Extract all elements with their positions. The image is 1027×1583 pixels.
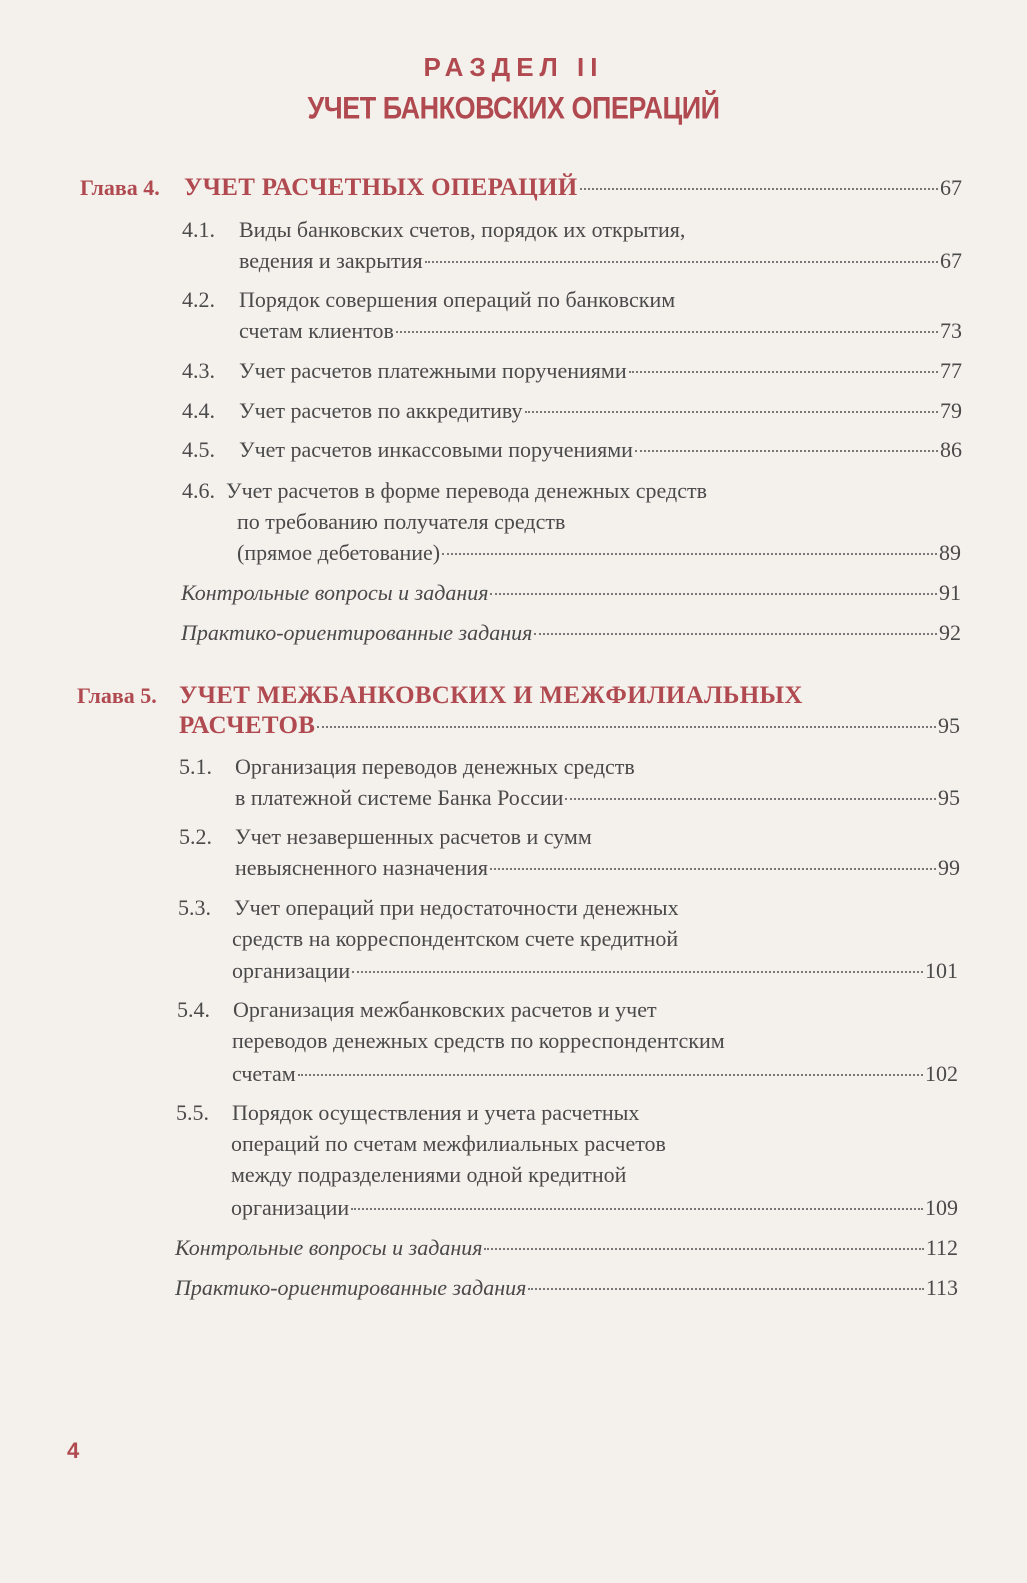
entry-number: 4.2.	[182, 287, 215, 312]
dot-leader	[352, 971, 923, 973]
entry-title-last: (прямое дебетование)	[237, 540, 441, 565]
entry-page: 89	[939, 540, 961, 565]
toc-entry-5-4[interactable]	[232, 1059, 958, 1089]
dot-leader	[534, 633, 937, 635]
entry-title-last: Контрольные вопросы и задания	[175, 1235, 483, 1260]
entry-title-line: средств на корреспондентском счете кредитной	[232, 926, 679, 951]
entry-page: 86	[940, 437, 962, 462]
entry-number: 5.4.	[177, 997, 210, 1022]
entry-title-last: Практико-ориентированные задания	[175, 1275, 527, 1300]
entry-title-last: организации	[231, 1195, 350, 1220]
entry-title-line: Учет незавершенных расчетов и сумм	[235, 824, 592, 849]
entry-page: 67	[940, 248, 962, 273]
entry-page: 73	[940, 318, 962, 343]
dot-leader	[580, 188, 938, 190]
dot-leader	[425, 261, 938, 263]
entry-title-line: Порядок осуществления и учета расчетных	[232, 1100, 640, 1125]
toc-entry-tasks-4[interactable]	[181, 618, 961, 648]
toc-entry-questions-5[interactable]	[175, 1233, 958, 1263]
entry-number: 4.5.	[182, 437, 215, 462]
toc-entry-questions-4[interactable]	[181, 578, 961, 608]
toc-entry-4-1[interactable]	[239, 246, 962, 276]
entry-title-line: по требованию получателя средств	[237, 509, 566, 534]
chapter-5-title-line: УЧЕТ МЕЖБАНКОВСКИХ И МЕЖФИЛИАЛЬНЫХ	[179, 682, 803, 709]
toc-entry-tasks-5[interactable]	[175, 1273, 958, 1303]
chapter-4-title: УЧЕТ РАСЧЕТНЫХ ОПЕРАЦИЙ	[184, 174, 578, 201]
dot-leader	[490, 868, 936, 870]
entry-number: 5.5.	[176, 1100, 209, 1125]
dot-leader	[490, 593, 937, 595]
entry-page: 113	[925, 1275, 958, 1300]
toc-entry-5-3[interactable]	[232, 956, 958, 986]
entry-number: 5.3.	[178, 895, 211, 920]
section-title: УЧЕТ БАНКОВСКИХ ОПЕРАЦИЙ	[307, 90, 720, 126]
dot-leader	[442, 553, 937, 555]
entry-page: 92	[939, 620, 961, 645]
entry-title-last: организации	[232, 958, 351, 983]
entry-page: 109	[925, 1195, 958, 1220]
dot-leader	[351, 1208, 923, 1210]
entry-page: 101	[925, 958, 958, 983]
entry-title-line: Порядок совершения операций по банковским	[239, 287, 676, 312]
entry-title-line: Учет расчетов в форме перевода денежных средств	[226, 478, 707, 503]
entry-page: 112	[925, 1235, 958, 1260]
entry-title-last: Практико-ориентированные задания	[181, 620, 533, 645]
entry-title-line: Учет операций при недостаточности денежных	[234, 895, 679, 920]
entry-title-last: Контрольные вопросы и задания	[181, 580, 489, 605]
entry-title-last: невыясненного назначения	[235, 855, 489, 880]
entry-page: 79	[940, 398, 962, 423]
dot-leader	[317, 726, 936, 728]
dot-leader	[635, 450, 938, 452]
chapter-5-label: Глава 5.	[77, 683, 157, 708]
entry-page: 77	[940, 358, 962, 383]
entry-page: 99	[938, 855, 960, 880]
entry-page: 102	[925, 1061, 958, 1086]
toc-entry-4-5[interactable]	[239, 435, 962, 465]
dot-leader	[565, 798, 936, 800]
dot-leader	[396, 331, 938, 333]
entry-title-line: переводов денежных средств по корреспондентским	[232, 1028, 725, 1053]
entry-page: 91	[939, 580, 961, 605]
entry-title-last: в платежной системе Банка России	[235, 785, 564, 810]
dot-leader	[525, 411, 938, 413]
entry-number: 4.1.	[182, 217, 215, 242]
toc-entry-4-4[interactable]	[239, 396, 962, 426]
entry-number: 4.4.	[182, 398, 215, 423]
entry-title-line: Организация межбанковских расчетов и учет	[233, 997, 657, 1022]
chapter-5-heading[interactable]	[179, 711, 960, 741]
entry-title-last: счетам клиентов	[239, 318, 394, 343]
chapter-5-title: РАСЧЕТОВ	[179, 712, 316, 739]
section-kicker: РАЗДЕЛ II	[423, 52, 604, 82]
chapter-5-page: 95	[938, 713, 960, 738]
toc-entry-4-2[interactable]	[239, 316, 962, 346]
toc-entry-5-1[interactable]	[235, 783, 960, 813]
entry-number: 4.3.	[182, 358, 215, 383]
page-number: 4	[67, 1438, 80, 1463]
entry-number: 5.1.	[179, 754, 212, 779]
entry-title-last: Учет расчетов по аккредитиву	[239, 398, 523, 423]
chapter-4-page: 67	[940, 175, 962, 200]
entry-title-last: Учет расчетов платежными поручениями	[239, 358, 627, 383]
chapter-4-label: Глава 4.	[80, 175, 160, 200]
entry-page: 95	[938, 785, 960, 810]
chapter-4-heading[interactable]	[184, 173, 962, 203]
entry-number: 5.2.	[179, 824, 212, 849]
entry-title-last: счетам	[232, 1061, 296, 1086]
dot-leader	[298, 1074, 923, 1076]
entry-title-line: Организация переводов денежных средств	[235, 754, 635, 779]
toc-entry-4-3[interactable]	[239, 356, 962, 386]
toc-entry-5-5[interactable]	[231, 1193, 958, 1223]
entry-title-line: Виды банковских счетов, порядок их открытия,	[239, 217, 686, 242]
entry-title-last: ведения и закрытия	[239, 248, 423, 273]
dot-leader	[528, 1288, 923, 1290]
dot-leader	[484, 1248, 923, 1250]
entry-title-line: операций по счетам межфилиальных расчетов	[231, 1131, 666, 1156]
dot-leader	[629, 371, 938, 373]
toc-entry-5-2[interactable]	[235, 853, 960, 883]
entry-title-last: Учет расчетов инкассовыми поручениями	[239, 437, 633, 462]
toc-entry-4-6[interactable]	[237, 538, 961, 568]
entry-title-line: между подразделениями одной кредитной	[231, 1162, 627, 1187]
entry-number: 4.6.	[182, 478, 215, 503]
